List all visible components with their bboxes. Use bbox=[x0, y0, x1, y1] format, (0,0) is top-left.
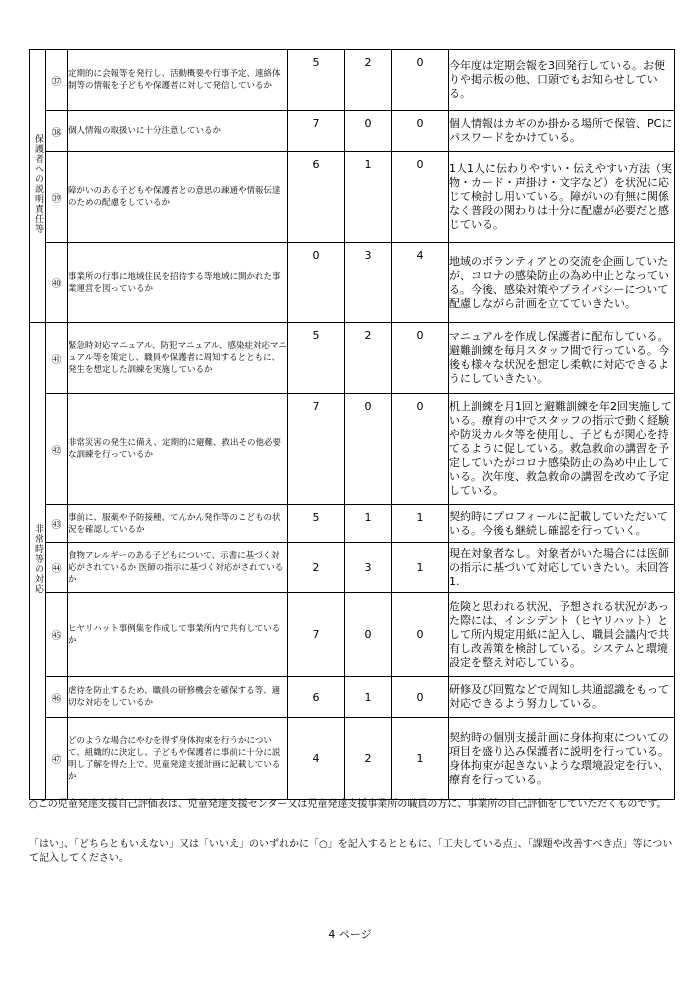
no-count: 0 bbox=[392, 152, 449, 243]
yes-count: 0 bbox=[288, 243, 345, 323]
comment-text: 地域のボランティアとの交流を企画していたが、コロナの感染防止の為め中止となっている。今後、感染対策やプライバシーについて配慮しながら計画を立てていきたい。 bbox=[449, 243, 675, 323]
no-count: 1 bbox=[392, 543, 449, 593]
neutral-count: 2 bbox=[345, 718, 392, 800]
comment-text: 個人情報はカギのか掛かる場所で保管、PCにパスワードをかけている。 bbox=[449, 111, 675, 152]
table-row bbox=[30, 323, 675, 394]
yes-count: 7 bbox=[288, 394, 345, 505]
comment-text: 危険と思われる状況、予想される状況があった際には、インシデント（ヒヤリハット）として所内規定用紙に記入し、職員会議内で共有し改善策を検討している。システムと環境設定を整え対応している。 bbox=[449, 593, 675, 677]
category-cell bbox=[30, 323, 46, 800]
comment-text: 現在対象者なし。対象者がいた場合には医師の指示に基づいて対応していきたい。未回答1. bbox=[449, 543, 675, 593]
yes-count: 5 bbox=[288, 505, 345, 543]
no-count: 1 bbox=[392, 505, 449, 543]
category-label-emergency: 非常時等の対応 bbox=[33, 524, 43, 594]
item-text: 非常災害の発生に備え、定期的に避難、救出その他必要な訓練を行っているか bbox=[68, 394, 288, 505]
neutral-count: 2 bbox=[345, 323, 392, 394]
item-text: 事前に、服薬や予防接種、てんかん発作等のこどもの状況を確認しているか bbox=[68, 505, 288, 543]
neutral-count: 0 bbox=[345, 593, 392, 677]
yes-count: 7 bbox=[288, 593, 345, 677]
table-row bbox=[30, 677, 675, 718]
comment-text: 契約時にプロフィールに記載していただいている。今後も継続し確認を行っていく。 bbox=[449, 505, 675, 543]
instruction-note: ○この児童発達支援自己評価表は、児童発達支援センター又は児童発達支援事業所の職員の方に、事業所の自己評価をしていただくものです。 bbox=[29, 799, 667, 810]
table-row bbox=[30, 243, 675, 323]
item-number: ㊺ bbox=[46, 593, 68, 677]
table-row bbox=[30, 505, 675, 543]
neutral-count: 1 bbox=[345, 152, 392, 243]
table-row bbox=[30, 718, 675, 800]
item-text: 障がいのある子どもや保護者との意思の疎通や情報伝達のための配慮をしているか bbox=[68, 152, 288, 243]
yes-count: 7 bbox=[288, 111, 345, 152]
item-number: ㊹ bbox=[46, 543, 68, 593]
yes-count: 4 bbox=[288, 718, 345, 800]
neutral-count: 1 bbox=[345, 677, 392, 718]
no-count: 4 bbox=[392, 243, 449, 323]
neutral-count: 0 bbox=[345, 111, 392, 152]
no-count: 1 bbox=[392, 718, 449, 800]
instruction-note-2: 「はい」、「どちらともいえない」又は「いいえ」のいずれかに「○」を記入するとともに、「工夫している点」、「課題や改善すべき点」等について記入してください。 bbox=[29, 839, 673, 864]
page-number: 4 ページ bbox=[328, 928, 372, 941]
neutral-count: 2 bbox=[345, 50, 392, 111]
neutral-count: 3 bbox=[345, 243, 392, 323]
yes-count: 6 bbox=[288, 152, 345, 243]
item-number: ㊶ bbox=[46, 323, 68, 394]
item-number: ㊳ bbox=[46, 111, 68, 152]
table-row bbox=[30, 152, 675, 243]
yes-count: 6 bbox=[288, 677, 345, 718]
item-text: 事業所の行事に地域住民を招待する等地域に開かれた事業運営を図っているか bbox=[68, 243, 288, 323]
category-cell bbox=[30, 50, 46, 323]
table-row bbox=[30, 50, 675, 111]
item-text: 緊急時対応マニュアル、防犯マニュアル、感染症対応マニュアル等を策定し、職員や保護者に周知するとともに、発生を想定した訓練を実施しているか bbox=[68, 323, 288, 394]
comment-text: 研修及び回覧などで周知し共通認識をもって対応できるよう努力している。 bbox=[449, 677, 675, 718]
comment-text: 机上訓練を月1回と避難訓練を年2回実施している。療育の中でスタッフの指示で動く経験や防災カルタ等を使用し、子どもが関心を持てるように促している。救急救命の講習を予定していたがコロナ感染防止の為め中止している。次年度、救急救命の講習を改めて予定している。 bbox=[449, 394, 675, 505]
item-number: ㊸ bbox=[46, 505, 68, 543]
yes-count: 2 bbox=[288, 543, 345, 593]
table-row bbox=[30, 593, 675, 677]
item-text: 食物アレルギーのある子どもについて、示書に基づく対応がされているか 医師の指示に基づく対応がされているか bbox=[68, 543, 288, 593]
item-text: 定期的に会報等を発行し、活動概要や行事予定、連絡体制等の情報を子どもや保護者に対して発信しているか bbox=[68, 50, 288, 111]
table-row bbox=[30, 543, 675, 593]
no-count: 0 bbox=[392, 323, 449, 394]
comment-text: 契約時の個別支援計画に身体拘束についての項目を盛り込み保護者に説明を行っている。身体拘束が起きないような環境設定を行い、療育を行っている。 bbox=[449, 718, 675, 800]
comment-text: マニュアルを作成し保護者に配布している。避難訓練を毎月スタッフ間で行っている。今後も様々な状況を想定し柔軟に対応できるようにしていきたい。 bbox=[449, 323, 675, 394]
no-count: 0 bbox=[392, 50, 449, 111]
no-count: 0 bbox=[392, 394, 449, 505]
neutral-count: 0 bbox=[345, 394, 392, 505]
no-count: 0 bbox=[392, 677, 449, 718]
self-evaluation-table bbox=[29, 49, 675, 800]
category-label-accountability: 保護者への説明責任等 bbox=[33, 134, 43, 234]
neutral-count: 1 bbox=[345, 505, 392, 543]
neutral-count: 3 bbox=[345, 543, 392, 593]
no-count: 0 bbox=[392, 111, 449, 152]
yes-count: 5 bbox=[288, 323, 345, 394]
item-number: ㊼ bbox=[46, 718, 68, 800]
yes-count: 5 bbox=[288, 50, 345, 111]
table-row bbox=[30, 111, 675, 152]
item-text: ヒヤリハット事例集を作成して事業所内で共有しているか bbox=[68, 593, 288, 677]
item-text: 個人情報の取扱いに十分注意しているか bbox=[68, 111, 288, 152]
comment-text: 今年度は定期会報を3回発行している。お便りや掲示板の他、口頭でもお知らせしている。 bbox=[449, 50, 675, 111]
item-number: ㊻ bbox=[46, 677, 68, 718]
item-number: ㊲ bbox=[46, 50, 68, 111]
item-text: どのような場合にやむを得ず身体拘束を行うかについて、組織的に決定し、子どもや保護者に事前に十分に説明し了解を得た上で、児童発達支援計画に記載しているか bbox=[68, 718, 288, 800]
item-number: ㊵ bbox=[46, 243, 68, 323]
item-number: ㊴ bbox=[46, 152, 68, 243]
item-text: 虐待を防止するため、職員の研修機会を確保する等、適切な対応をしているか bbox=[68, 677, 288, 718]
comment-text: 1人1人に伝わりやすい・伝えやすい方法（実物・カード・声掛け・文字など）を状況に応じて検討し用いている。障がいの有無に関係なく普段の関わりは十分に配慮が必要だと感じている。 bbox=[449, 152, 675, 243]
item-number: ㊷ bbox=[46, 394, 68, 505]
table-row bbox=[30, 394, 675, 505]
no-count: 0 bbox=[392, 593, 449, 677]
